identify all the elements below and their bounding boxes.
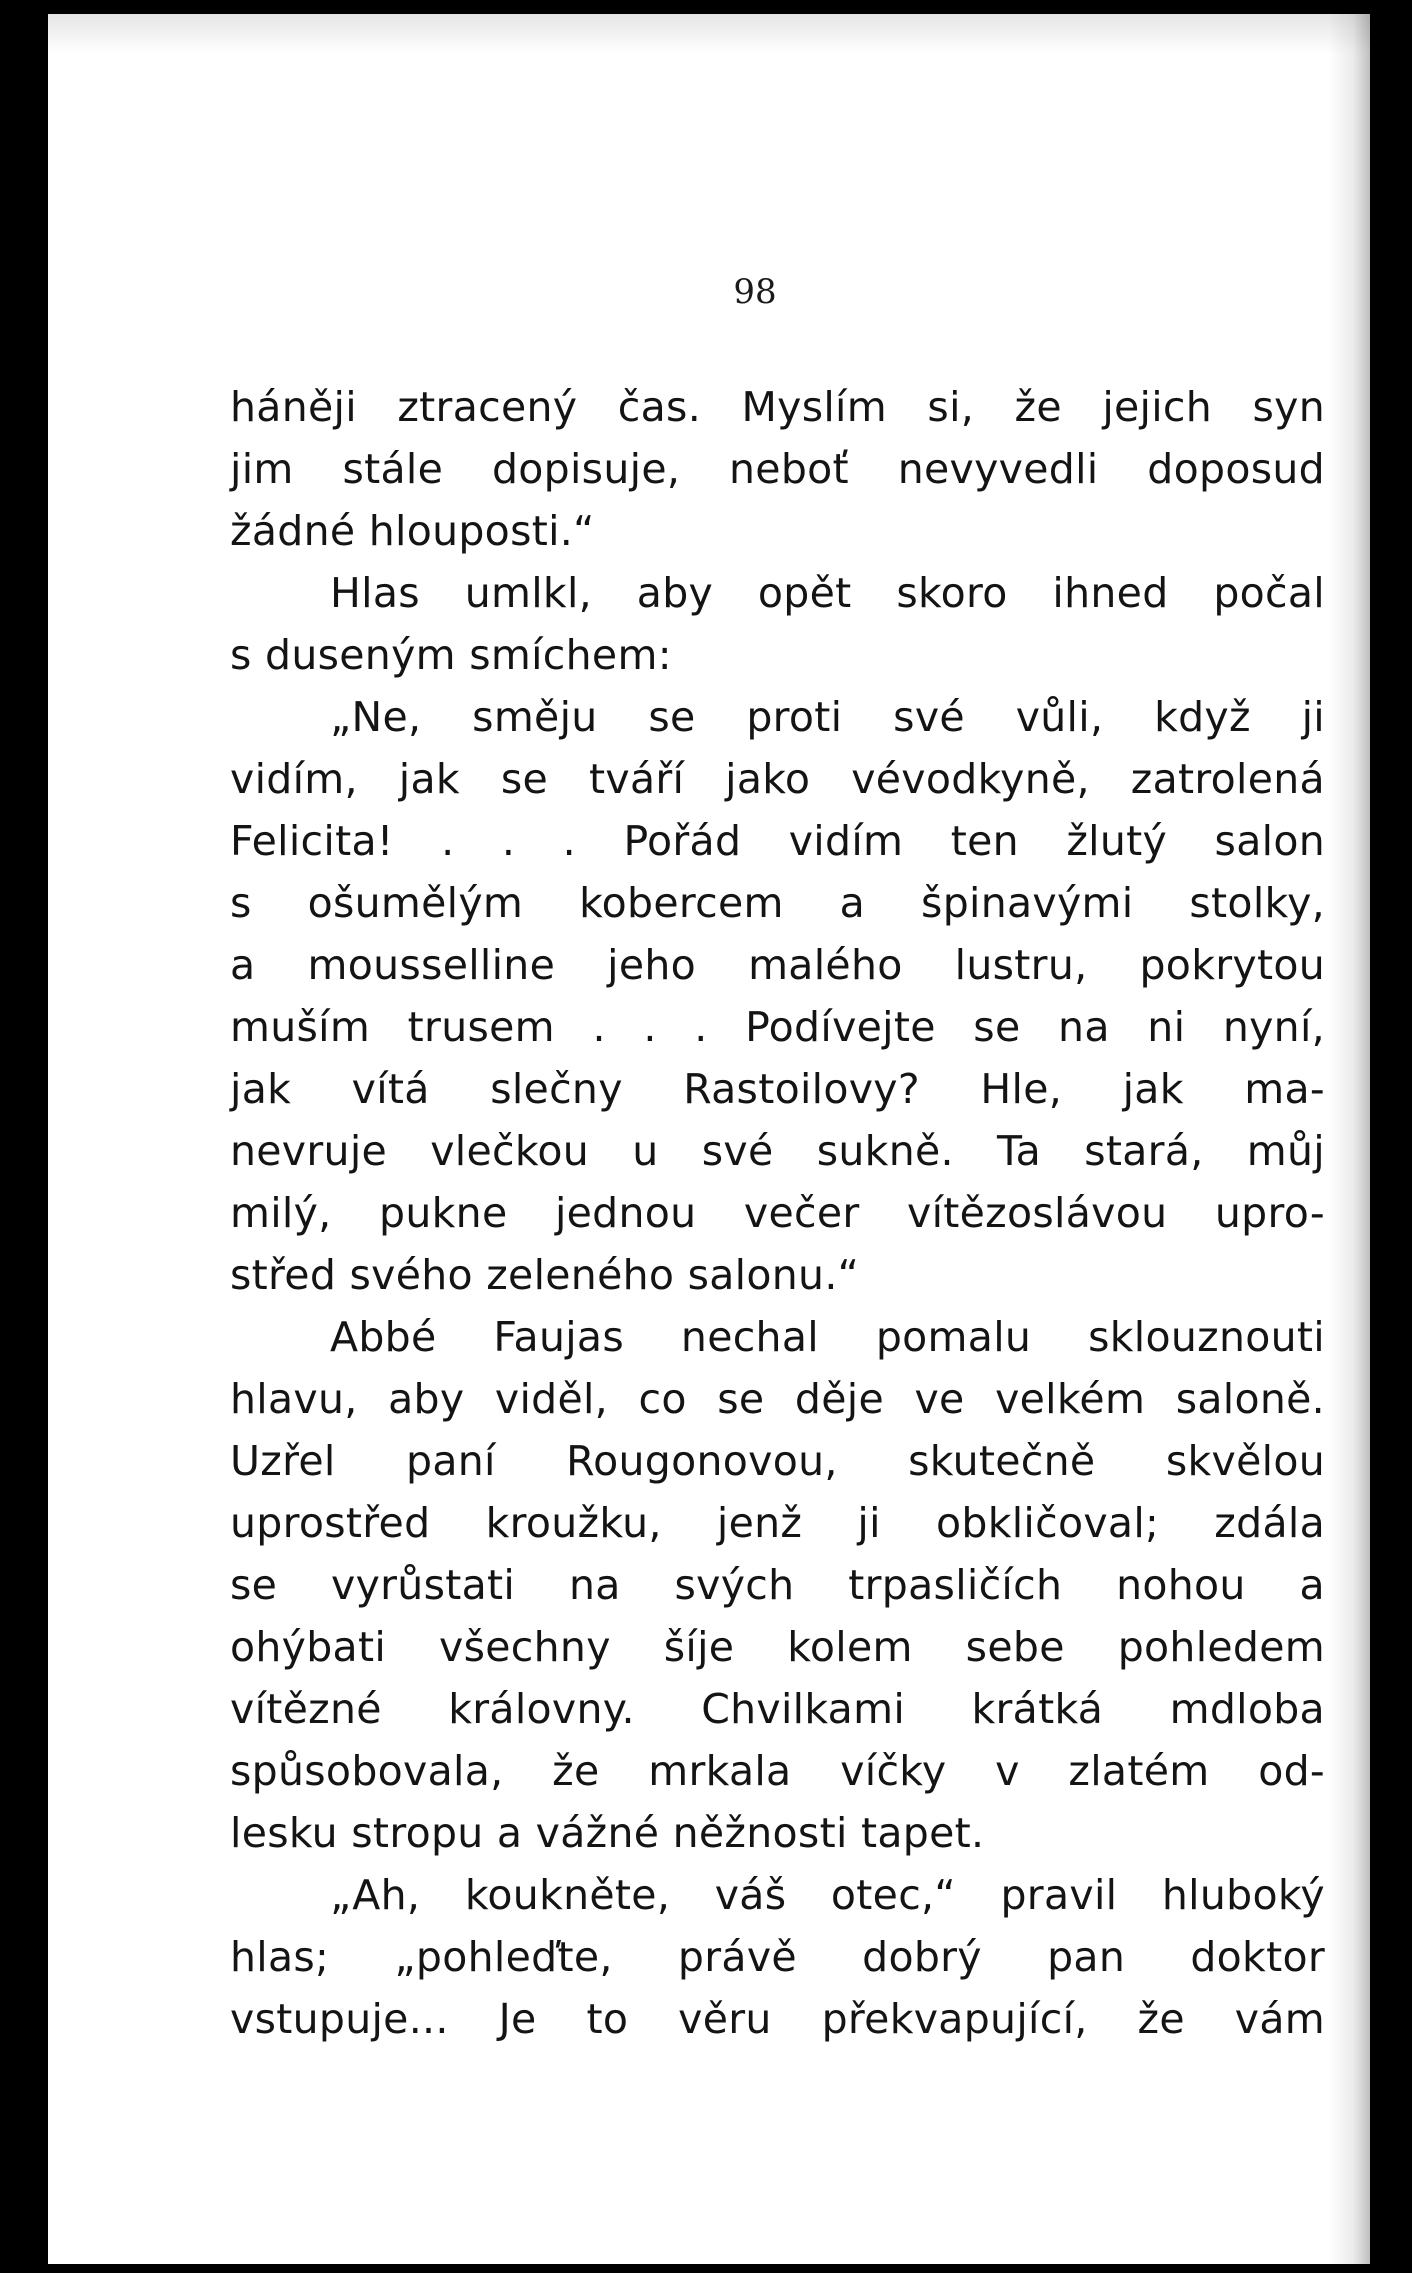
- text-line: žádné hlouposti.“: [230, 507, 595, 555]
- text-line: „Ah, koukněte, váš otec,“ pravil hluboký: [330, 1871, 1325, 1919]
- text-line: spůsobovala, že mrkala víčky v zlatém od-: [230, 1747, 1325, 1795]
- book-page: [48, 14, 1370, 2264]
- text-line: háněji ztracený čas. Myslím si, že jejich syn: [230, 383, 1325, 431]
- text-line: uprostřed kroužku, jenž ji obkličoval; zdála: [230, 1499, 1325, 1547]
- scan-shadow-right: [1328, 14, 1370, 2264]
- text-line: milý, pukne jednou večer vítězoslávou upro-: [230, 1189, 1325, 1237]
- text-line: hlavu, aby viděl, co se děje ve velkém saloně.: [230, 1375, 1325, 1423]
- text-line: vítězné královny. Chvilkami krátká mdloba: [230, 1685, 1325, 1733]
- text-line: s ošumělým kobercem a špinavými stolky,: [230, 879, 1325, 927]
- text-line: Felicita! . . . Pořád vidím ten žlutý salon: [230, 817, 1325, 865]
- text-line: vstupuje... Je to věru překvapující, že vám: [230, 1995, 1325, 2043]
- text-line: Abbé Faujas nechal pomalu sklouznouti: [330, 1313, 1325, 1361]
- text-line: lesku stropu a vážné něžnosti tapet.: [230, 1809, 985, 1857]
- text-line: vidím, jak se tváří jako vévodkyně, zatrolená: [230, 755, 1325, 803]
- text-line: Hlas umlkl, aby opět skoro ihned počal: [330, 569, 1325, 617]
- page-number: 98: [733, 272, 777, 312]
- text-line: „Ne, směju se proti své vůli, když ji: [330, 693, 1325, 741]
- text-line: se vyrůstati na svých trpasličích nohou a: [230, 1561, 1325, 1609]
- body-text: [230, 376, 1325, 2050]
- text-line: hlas; „pohleďte, právě dobrý pan doktor: [230, 1933, 1325, 1981]
- text-line: a mousselline jeho malého lustru, pokrytou: [230, 941, 1325, 989]
- text-line: střed svého zeleného salonu.“: [230, 1251, 860, 1299]
- text-line: s duseným smíchem:: [230, 631, 672, 679]
- text-line: Uzřel paní Rougonovou, skutečně skvělou: [230, 1437, 1325, 1485]
- text-line: nevruje vlečkou u své sukně. Ta stará, můj: [230, 1127, 1325, 1175]
- text-line: jim stále dopisuje, neboť nevyvedli doposud: [230, 445, 1325, 493]
- text-line: jak vítá slečny Rastoilovy? Hle, jak ma-: [230, 1065, 1325, 1113]
- text-line: ohýbati všechny šíje kolem sebe pohledem: [230, 1623, 1325, 1671]
- scan-shadow-top: [48, 14, 1370, 54]
- text-line: muším trusem . . . Podívejte se na ni nyní,: [230, 1003, 1325, 1051]
